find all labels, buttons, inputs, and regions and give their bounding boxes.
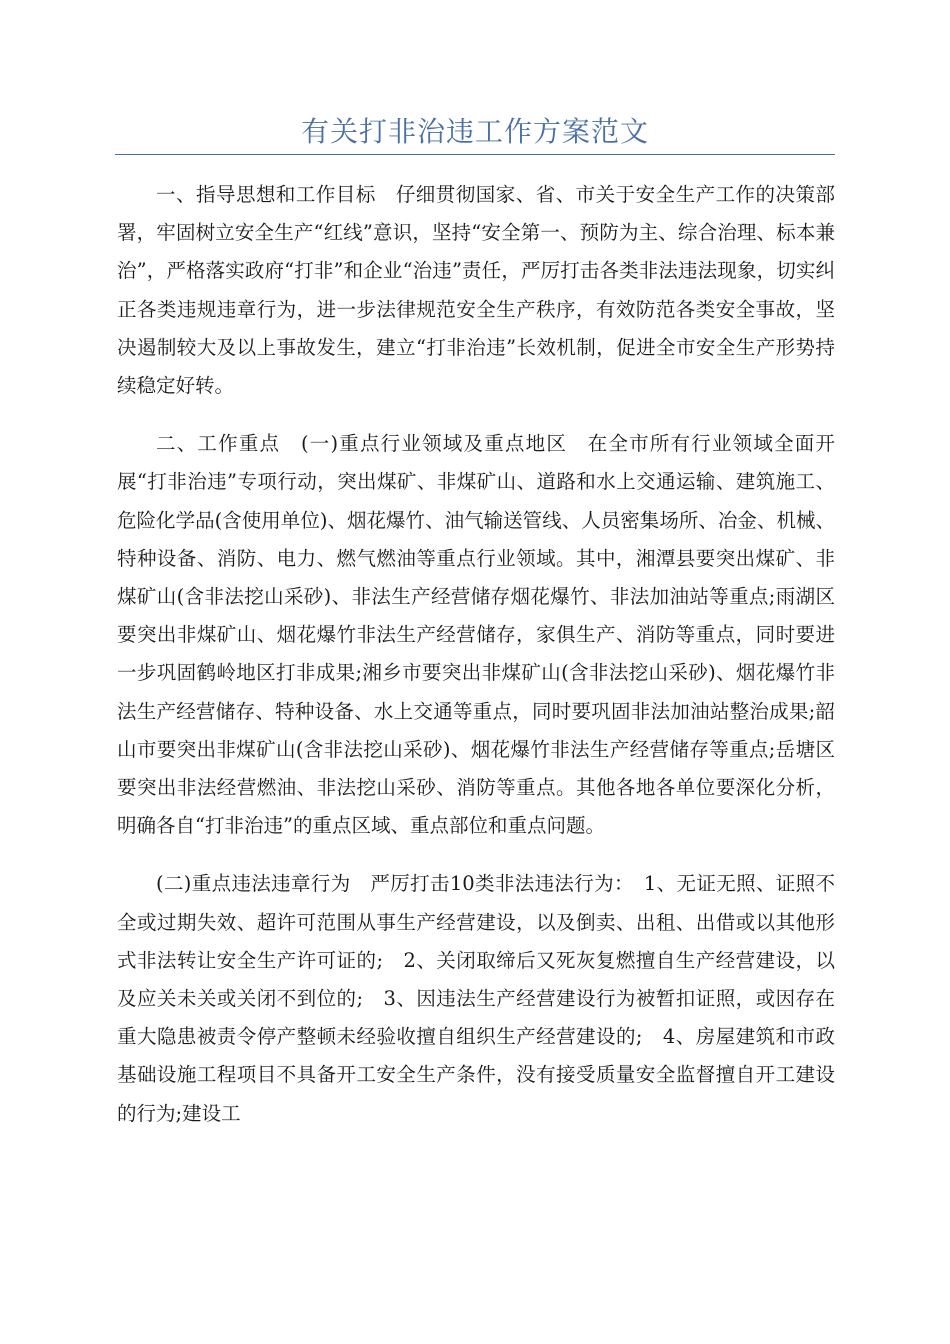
page-title: 有关打非治违工作方案范文 (300, 115, 649, 148)
paragraph-guiding-ideology: 一、指导思想和工作目标 仔细贯彻国家、省、市关于安全生产工作的决策部署，牢固树立安全生产“红线”意识，坚持“安全第一、预防为主、综合治理、标本兼治”，严格落实政府“打非”和企业“治违”责任，严厉打击各类非法违法现象，切实纠正各类违规违章行为，进一步法律规范安全生产秩序，有效防范各类安全事故，坚决遏制较大及以上事故发生，建立“打非治违”长效机制，促进全市安全生产形势持续稳定好转。 (117, 183, 835, 398)
paragraph-work-focus: 二、工作重点 (一)重点行业领域及重点地区 在全市所有行业领域全面开展“打非治违”专项行动，突出煤矿、非煤矿山、道路和水上交通运输、建筑施工、危险化学品(含使用单位)、烟花爆竹、油气输送管线、人员密集场所、冶金、机械、特种设备、消防、电力、燃气燃油等重点行业领域。其中，湘潭县要突出煤矿、非煤矿山(含非法挖山采砂)、非法生产经营储存烟花爆竹、非法加油站等重点;雨湖区要突出非煤矿山、烟花爆竹非法生产经营储存，家俱生产、消防等重点，同时要进一步巩固鹤岭地区打非成果;湘乡市要突出非煤矿山(含非法挖山采砂)、烟花爆竹非法生产经营储存、特种设备、水上交通等重点，同时要巩固非法加油站整治成果;韶山市要突出非煤矿山(含非法挖山采砂)、烟花爆竹非法生产经营储存等重点;岳塘区要突出非法经营燃油、非法挖山采砂、消防等重点。其他各地各单位要深化分析，明确各自“打非治违”的重点区域、重点部位和重点问题。 (117, 432, 835, 838)
paragraph-key-violations: (二)重点违法违章行为 严厉打击10类非法违法行为： 1、无证无照、证照不全或过期失效、超许可范围从事生产经营建设，以及倒卖、出租、出借或以其他形式非法转让安全生产许可证的; 2、关闭取缔后又死灰复燃擅自生产经营建设，以及应关未关或关闭不到位的; 3、因违法生产经营建设行为被暂扣证照，或因存在重大隐患被责令停产整顿未经验收擅自组织生产经营建设的; 4、房屋建筑和市政基础设施工程项目不具备开工安全生产条件，没有接受质量安全监督擅自开工建设的行为;建设工 (117, 872, 835, 1125)
document-body (117, 176, 835, 1153)
title-underline (115, 154, 835, 155)
